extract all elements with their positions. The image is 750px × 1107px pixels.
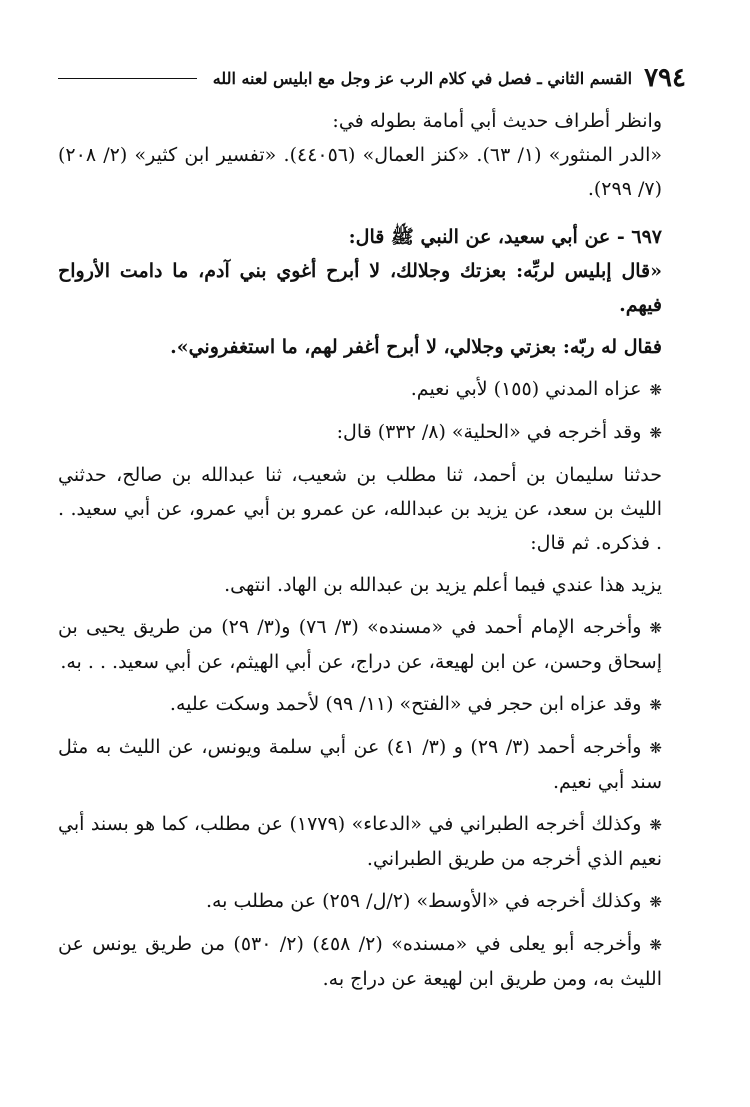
hadith-heading: ٦٩٧ - عن أبي سعيد، عن النبي ﷺ قال: <box>348 226 662 248</box>
bullet-icon: ❋ <box>649 619 662 637</box>
note-text: وأخرجه أحمد (٣/ ٢٩) و (٣/ ٤١) عن أبي سلمة ويونس، عن الليث به مثل سند أبي نعيم. <box>58 736 662 793</box>
note-takhrij-8 <box>58 927 686 996</box>
commentary: يزيد هذا عندي فيما أعلم يزيد بن عبدالله بن الهاد. انتهى. <box>224 574 662 596</box>
note-takhrij-3 <box>58 610 686 679</box>
note-text: وأخرجه الإمام أحمد في «مسنده» (٣/ ٧٦) و(٣/ ٢٩) من طريق يحيى بن إسحاق وحسن، عن ابن لهيعة، عن دراج، عن أبي الهيثم، عن أبي سعيد. . . به. <box>58 616 662 673</box>
page-header <box>58 58 686 98</box>
intro-references: «الدر المنثور» (١/ ٦٣). «كنز العمال» (٤٤٠٥٦). «تفسير ابن كثير» (٢/ ٢٠٨) (٧/ ٢٩٩). <box>58 144 662 200</box>
intro-line: وانظر أطراف حديث أبي أمامة بطوله في: <box>332 110 662 132</box>
header-rule <box>58 78 197 79</box>
bullet-icon: ❋ <box>649 816 662 834</box>
note-text: عزاه المدني (١٥٥) لأبي نعيم. <box>410 378 642 400</box>
book-page <box>58 58 686 996</box>
bullet-icon: ❋ <box>649 381 662 399</box>
note-text: وكذلك أخرجه في «الأوسط» (٢/ل/ ٢٥٩) عن مطلب به. <box>205 890 642 912</box>
note-text: وأخرجه أبو يعلى في «مسنده» (٢/ ٤٥٨) (٢/ ٥٣٠) من طريق يونس عن الليث به، ومن طريق ابن لهيعة عن دراج به. <box>58 933 662 990</box>
bullet-icon: ❋ <box>649 739 662 757</box>
hadith-text-rabb: فقال له ربّه: بعزتي وجلالي، لا أبرح أغفر لهم، ما استغفروني». <box>170 336 662 358</box>
note-takhrij-2 <box>58 415 686 450</box>
running-title: القسم الثاني ـ فصل في كلام الرب عز وجل مع ابليس لعنه الله <box>212 68 633 88</box>
bullet-icon: ❋ <box>649 893 662 911</box>
note-takhrij-4 <box>58 687 686 722</box>
note-takhrij-1 <box>58 372 686 407</box>
hadith-text-iblis: «قال إبليس لربِّه: بعزتك وجلالك، لا أبرح أغوي بني آدم، ما دامت الأرواح فيهم. <box>58 260 662 316</box>
note-takhrij-7 <box>58 884 686 919</box>
note-text: وقد عزاه ابن حجر في «الفتح» (١١/ ٩٩) لأحمد وسكت عليه. <box>169 693 642 715</box>
note-text: وقد أخرجه في «الحلية» (٨/ ٣٣٢) قال: <box>336 421 642 443</box>
isnad-chain: حدثنا سليمان بن أحمد، ثنا مطلب بن شعيب، ثنا عبدالله بن صالح، حدثني الليث بن سعد، عن يزيد بن عبدالله، عن عمرو بن أبي عمرو، عن أبي سعيد. . . فذكره. ثم قال: <box>58 464 662 554</box>
note-takhrij-6 <box>58 807 686 876</box>
page-body <box>58 104 686 996</box>
bullet-icon: ❋ <box>649 936 662 954</box>
bullet-icon: ❋ <box>649 696 662 714</box>
note-takhrij-5 <box>58 730 686 799</box>
page-number: ٧٩٤ <box>644 63 686 93</box>
bullet-icon: ❋ <box>649 424 662 442</box>
note-text: وكذلك أخرجه الطبراني في «الدعاء» (١٧٧٩) عن مطلب، كما هو بسند أبي نعيم الذي أخرجه من طريق الطبراني. <box>58 813 662 870</box>
